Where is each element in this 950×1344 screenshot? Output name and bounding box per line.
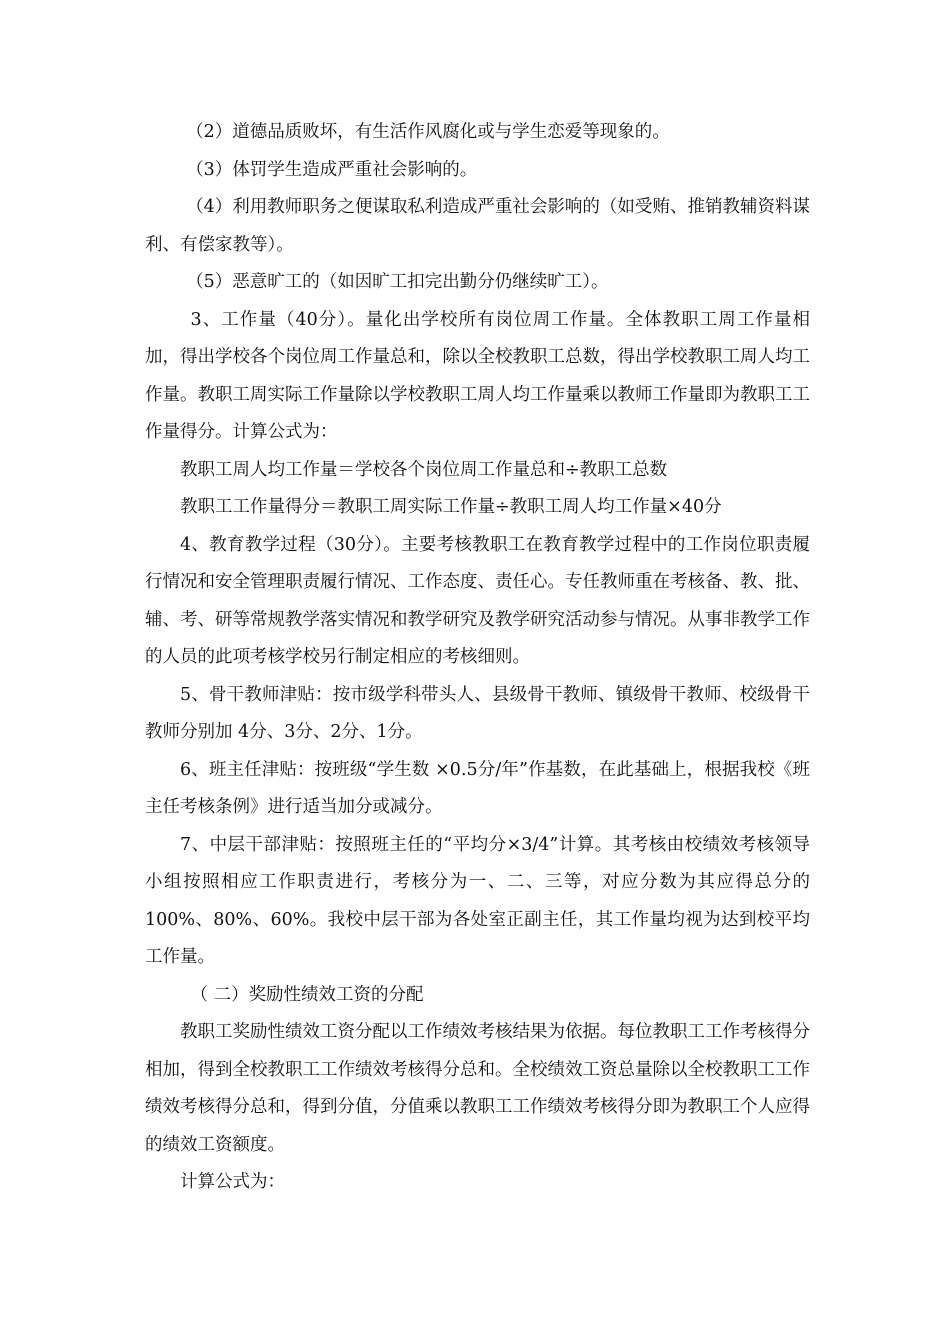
section-heading-incentive-pay: （ 二）奖励性绩效工资的分配 (190, 984, 424, 1005)
class-teacher-allowance-paragraph: 6、班主任津贴：按班级“学生数 ×0.5分/年”作基数，在此基础上，根据我校《班主任考核条例》进行适当加分或减分。 (145, 759, 810, 817)
workload-paragraph: 3、工作量（40分）。量化出学校所有岗位周工作量。全体教职工周工作量相加，得出学校各个岗位周工作量总和，除以全校教职工总数，得出学校教职工周人均工作量。教职工周实际工作量除以学校教职工周人均工作量乘以教师工作量即为教职工工作量得分。计算公式为： (145, 309, 810, 442)
clause-3-paragraph: （3）体罚学生造成严重社会影响的。 (186, 159, 478, 180)
formula-workload-score: 教职工工作量得分＝教职工周实际工作量÷教职工周人均工作量×40分 (180, 497, 722, 517)
teaching-process-paragraph: 4、教育教学过程（30分）。主要考核教职工在教育教学过程中的工作岗位职责履行情况和安全管理职责履行情况、工作态度、责任心。专任教师重在考核备、教、批、辅、考、研等常规教学落实情况和教学研究及教学研究活动参与情况。从事非教学工作的人员的此项考核学校另行制定相应的考核细则。 (145, 534, 810, 667)
key-teacher-allowance-paragraph: 5、骨干教师津贴：按市级学科带头人、县级骨干教师、镇级骨干教师、校级骨干教师分别加 4分、3分、2分、1分。 (145, 684, 810, 742)
middle-manager-allowance-paragraph: 7、中层干部津贴：按照班主任的“平均分×3/4”计算。其考核由校绩效考核领导小组按照相应工作职责进行，考核分为一、二、三等，对应分数为其应得总分的 100%、80%、60%。我校中层干部为各处室正副主任，其工作量均视为达到校平均工作量。 (145, 834, 810, 967)
incentive-pay-paragraph: 教职工奖励性绩效工资分配以工作绩效考核结果为依据。每位教职工工作考核得分相加，得到全校教职工工作绩效考核得分总和。全校绩效工资总量除以全校教职工工作绩效考核得分总和，得到分值，分值乘以教职工工作绩效考核得分即为教职工个人应得的绩效工资额度。 (145, 1022, 810, 1155)
formula-average-workload: 教职工周人均工作量＝学校各个岗位周工作量总和÷教职工总数 (180, 459, 668, 480)
clause-5-paragraph: （5）恶意旷工的（如因旷工扣完出勤分仍继续旷工）。 (186, 272, 609, 292)
formula-intro-paragraph: 计算公式为： (180, 1172, 285, 1192)
document-body (145, 114, 810, 1202)
clause-4-paragraph: （4）利用教师职务之便谋取私利造成严重社会影响的（如受贿、推销教辅资料谋利、有偿家教等）。 (145, 197, 810, 255)
clause-2-paragraph: （2）道德品质败坏，有生活作风腐化或与学生恋爱等现象的。 (186, 122, 670, 142)
